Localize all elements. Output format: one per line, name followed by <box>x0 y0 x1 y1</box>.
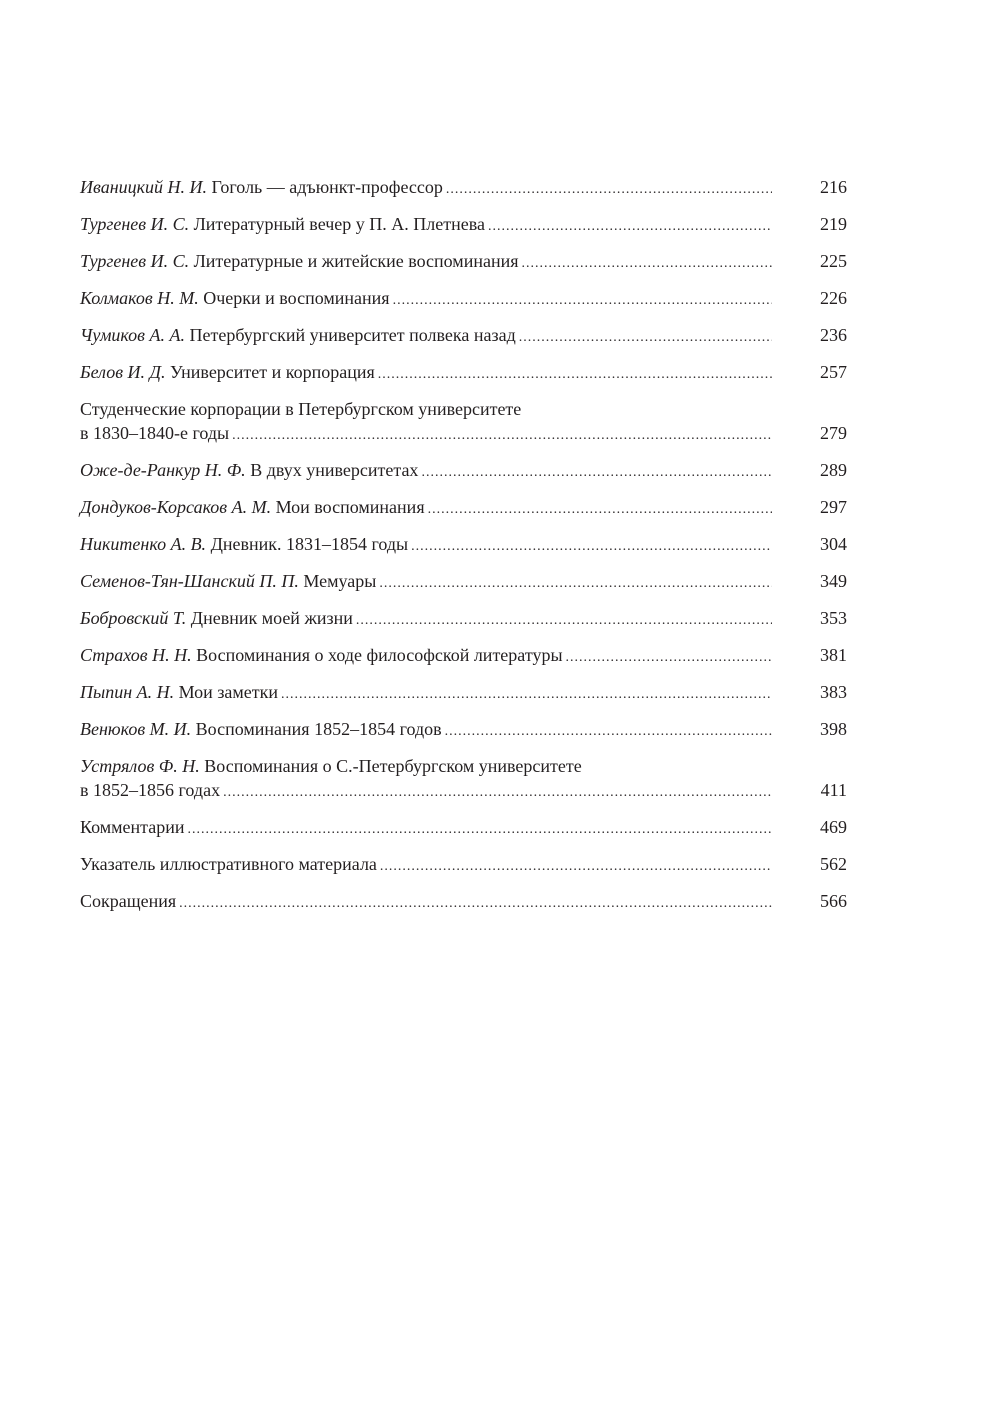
toc-entry <box>80 175 847 202</box>
toc-title: Воспоминания о С.-Петербургском университете <box>204 756 582 776</box>
dot-leader <box>522 252 773 276</box>
toc-page-number: 566 <box>820 891 847 911</box>
toc-entry <box>80 569 847 596</box>
dot-leader <box>393 289 772 313</box>
toc-title: В двух университетах <box>250 460 419 480</box>
toc-page-number: 226 <box>820 288 847 308</box>
toc-title: Мои воспоминания <box>275 497 425 517</box>
dot-leader <box>356 609 772 633</box>
toc-title: Литературные и житейские воспоминания <box>193 251 519 271</box>
toc-page-number: 304 <box>820 534 847 554</box>
toc-page-number: 381 <box>820 645 847 665</box>
toc-entry <box>80 889 847 916</box>
toc-page-number: 219 <box>820 214 847 234</box>
toc-author: Оже-де-Ранкур Н. Ф. <box>80 460 246 480</box>
toc-author: Белов И. Д. <box>80 362 166 382</box>
toc-entry <box>80 815 847 842</box>
toc-entry <box>80 360 847 387</box>
toc-title: Студенческие корпорации в Петербургском университете <box>80 399 522 419</box>
toc-author: Чумиков А. А. <box>80 325 185 345</box>
toc-title: Очерки и воспоминания <box>203 288 390 308</box>
toc-page-number: 225 <box>820 251 847 271</box>
toc-page-number: 216 <box>820 177 847 197</box>
dot-leader <box>179 892 772 916</box>
toc-page-number: 297 <box>820 497 847 517</box>
toc-entry <box>80 495 847 522</box>
toc-author: Никитенко А. В. <box>80 534 207 554</box>
toc-author: Венюков М. И. <box>80 719 192 739</box>
toc-title: Дневник. 1831–1854 годы <box>210 534 409 554</box>
toc-entry <box>80 643 847 670</box>
dot-leader <box>566 646 772 670</box>
dot-leader <box>445 720 772 744</box>
toc-title: Воспоминания о ходе философской литературы <box>196 645 563 665</box>
toc-entry <box>80 286 847 313</box>
toc-entry <box>80 606 847 633</box>
toc-page-number: 289 <box>820 460 847 480</box>
toc-title: Воспоминания 1852–1854 годов <box>195 719 442 739</box>
toc-title: Гоголь — адъюнкт-профессор <box>211 177 443 197</box>
dot-leader <box>378 363 772 387</box>
toc-title: Комментарии <box>80 817 185 837</box>
toc-page-number: 411 <box>820 780 847 800</box>
toc-author: Бобровский Т. <box>80 608 187 628</box>
table-of-contents <box>80 175 847 926</box>
toc-title: Дневник моей жизни <box>190 608 353 628</box>
toc-author: Колмаков Н. М. <box>80 288 199 308</box>
dot-leader <box>232 424 772 448</box>
toc-author: Пыпин А. Н. <box>80 682 175 702</box>
dot-leader <box>411 535 772 559</box>
toc-entry <box>80 852 847 879</box>
toc-page-number: 469 <box>820 817 847 837</box>
toc-title-continued: в 1830–1840-е годы <box>80 423 230 443</box>
toc-page-number: 349 <box>820 571 847 591</box>
dot-leader <box>519 326 772 350</box>
toc-entry <box>80 212 847 239</box>
toc-author: Дондуков-Корсаков А. М. <box>80 497 272 517</box>
toc-title: Литературный вечер у П. А. Плетнева <box>193 214 485 234</box>
toc-entry <box>80 754 847 805</box>
toc-page-number: 279 <box>820 423 847 443</box>
toc-title-continued: в 1852–1856 годах <box>80 780 221 800</box>
toc-title: Петербургский университет полвека назад <box>189 325 516 345</box>
toc-entry <box>80 458 847 485</box>
toc-entry <box>80 249 847 276</box>
toc-title: Мои заметки <box>178 682 279 702</box>
toc-page-number: 562 <box>820 854 847 874</box>
dot-leader <box>428 498 772 522</box>
toc-author: Устрялов Ф. Н. <box>80 756 200 776</box>
toc-entry <box>80 397 847 448</box>
dot-leader <box>379 572 772 596</box>
dot-leader <box>421 461 772 485</box>
toc-page-number: 383 <box>820 682 847 702</box>
dot-leader <box>488 215 772 239</box>
dot-leader <box>281 683 772 707</box>
toc-title: Университет и корпорация <box>170 362 375 382</box>
toc-page-number: 398 <box>820 719 847 739</box>
toc-author: Семенов-Тян-Шанский П. П. <box>80 571 299 591</box>
dot-leader <box>380 855 772 879</box>
toc-page-number: 236 <box>820 325 847 345</box>
toc-title: Мемуары <box>303 571 377 591</box>
toc-title: Указатель иллюстративного материала <box>80 854 377 874</box>
toc-author: Тургенев И. С. <box>80 214 190 234</box>
dot-leader <box>188 818 772 842</box>
toc-author: Иваницкий Н. И. <box>80 177 208 197</box>
toc-entry <box>80 680 847 707</box>
toc-title: Сокращения <box>80 891 177 911</box>
toc-page-number: 353 <box>820 608 847 628</box>
toc-entry <box>80 532 847 559</box>
dot-leader <box>223 781 772 805</box>
toc-author: Тургенев И. С. <box>80 251 190 271</box>
toc-entry <box>80 323 847 350</box>
toc-page-number: 257 <box>820 362 847 382</box>
dot-leader <box>446 178 772 202</box>
toc-author: Страхов Н. Н. <box>80 645 192 665</box>
toc-entry <box>80 717 847 744</box>
